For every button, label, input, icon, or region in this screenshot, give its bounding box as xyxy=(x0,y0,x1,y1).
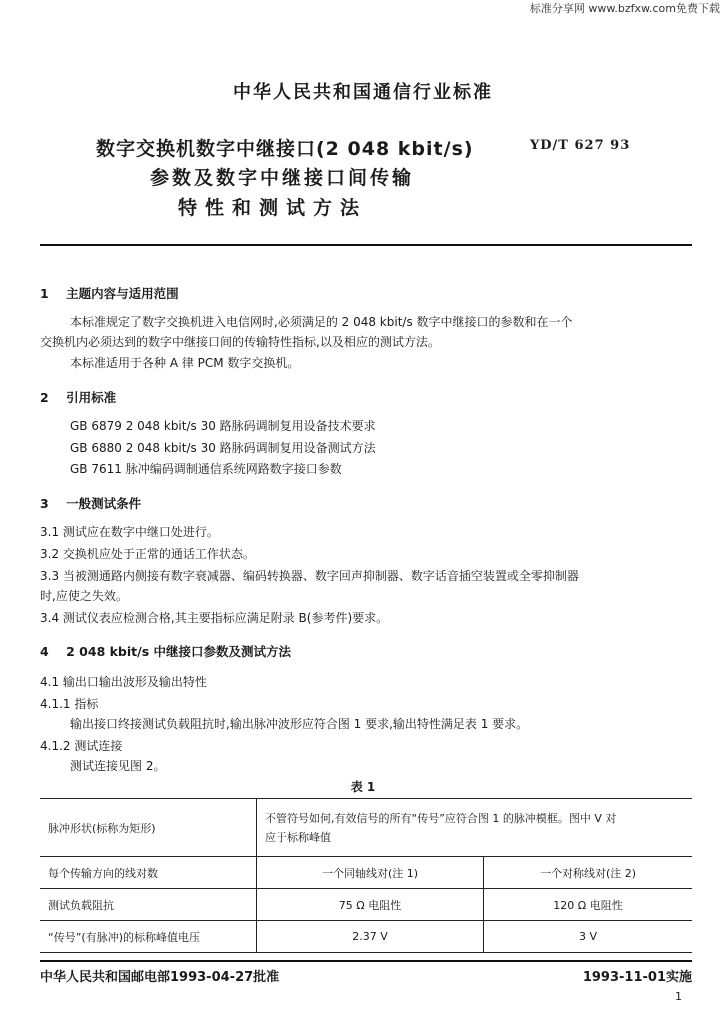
paragraph: 交换机内必须达到的数字中继接口间的传输特性指标,以及相应的测试方法。 xyxy=(40,335,440,349)
clause: 3.1 测试应在数字中继口处进行。 xyxy=(40,525,219,539)
subsection-heading: 4.1.2 测试连接 xyxy=(40,739,123,753)
section-number: 2 xyxy=(40,390,49,405)
table-caption: 表 1 xyxy=(350,780,376,794)
org-title: 中华人民共和国通信行业标准 xyxy=(233,82,493,103)
table-row xyxy=(40,857,692,889)
clause: 3.3 当被测通路内侧接有数字衰减器、编码转换器、数字回声抑制器、数字话音插空装置或全零抑制器 xyxy=(40,569,579,583)
table-cell: 脉冲形状(标称为矩形) xyxy=(40,799,257,857)
footer-divider xyxy=(40,960,692,962)
section-1-heading xyxy=(40,284,179,302)
section-number: 4 xyxy=(40,644,49,659)
clause: 3.2 交换机应处于正常的通话工作状态。 xyxy=(40,547,255,561)
paragraph: 测试连接见图 2。 xyxy=(70,759,166,773)
table-cell: 测试负载阻抗 xyxy=(40,889,257,921)
section-title: 主题内容与适用范围 xyxy=(66,286,179,301)
table-cell: 2.37 V xyxy=(257,921,484,953)
reference-item: GB 6879 2 048 kbit/s 30 路脉码调制复用设备技术要求 xyxy=(70,419,376,433)
table-cell: 120 Ω 电阻性 xyxy=(484,889,693,921)
section-3-heading xyxy=(40,494,141,512)
table-row xyxy=(40,921,692,953)
subsection-heading: 4.1.1 指标 xyxy=(40,697,99,711)
doc-title-line2: 参数及数字中继接口间传输 xyxy=(150,167,415,189)
section-number: 3 xyxy=(40,496,49,511)
table-cell: 75 Ω 电阻性 xyxy=(257,889,484,921)
table-cell-line: 不管符号如何,有效信号的所有“传号”应符合图 1 的脉冲模框。图中 V 对 xyxy=(265,811,617,825)
standard-code: YD/T 627 93 xyxy=(530,138,631,153)
table-cell-line: 应于标称峰值 xyxy=(265,830,331,844)
clause: 时,应使之失效。 xyxy=(40,589,128,603)
subsection-heading: 4.1 输出口输出波形及输出特性 xyxy=(40,675,207,689)
clause: 3.4 测试仪表应检测合格,其主要指标应满足附录 B(参考件)要求。 xyxy=(40,611,389,625)
section-number: 1 xyxy=(40,286,49,301)
table-cell: 每个传输方向的线对数 xyxy=(40,857,257,889)
spec-table xyxy=(40,798,692,953)
table-cell: 一个同轴线对(注 1) xyxy=(257,857,484,889)
page-number: 1 xyxy=(675,990,682,1003)
paragraph: 本标准适用于各种 A 律 PCM 数字交换机。 xyxy=(70,356,300,370)
section-2-heading xyxy=(40,388,116,406)
header-divider xyxy=(40,244,692,246)
table-row xyxy=(40,889,692,921)
paragraph: 输出接口终接测试负载阻抗时,输出脉冲波形应符合图 1 要求,输出特性满足表 1 要求。 xyxy=(70,717,529,731)
watermark-text: 标准分享网 www.bzfxw.com免费下载 xyxy=(529,2,720,15)
implementation-date: 1993-11-01实施 xyxy=(582,970,692,985)
reference-item: GB 6880 2 048 kbit/s 30 路脉码调制复用设备测试方法 xyxy=(70,441,376,455)
doc-title-line1: 数字交换机数字中继接口(2 048 kbit/s) xyxy=(96,138,474,160)
section-title: 2 048 kbit/s 中继接口参数及测试方法 xyxy=(66,644,291,659)
reference-item: GB 7611 脉冲编码调制通信系统网路数字接口参数 xyxy=(70,462,342,476)
paragraph: 本标准规定了数字交换机进入电信网时,必须满足的 2 048 kbit/s 数字中继接口的参数和在一个 xyxy=(70,315,573,329)
table-cell: 3 V xyxy=(484,921,693,953)
table-row xyxy=(40,799,692,857)
section-title: 一般测试条件 xyxy=(66,496,142,511)
approval-line: 中华人民共和国邮电部1993-04-27批准 xyxy=(40,970,280,985)
table-cell xyxy=(257,799,693,857)
section-title: 引用标准 xyxy=(66,390,117,405)
table-cell: “传号”(有脉冲)的标称峰值电压 xyxy=(40,921,257,953)
section-4-heading xyxy=(40,642,291,660)
table-cell: 一个对称线对(注 2) xyxy=(484,857,693,889)
doc-title-line3: 特性和测试方法 xyxy=(178,197,368,219)
